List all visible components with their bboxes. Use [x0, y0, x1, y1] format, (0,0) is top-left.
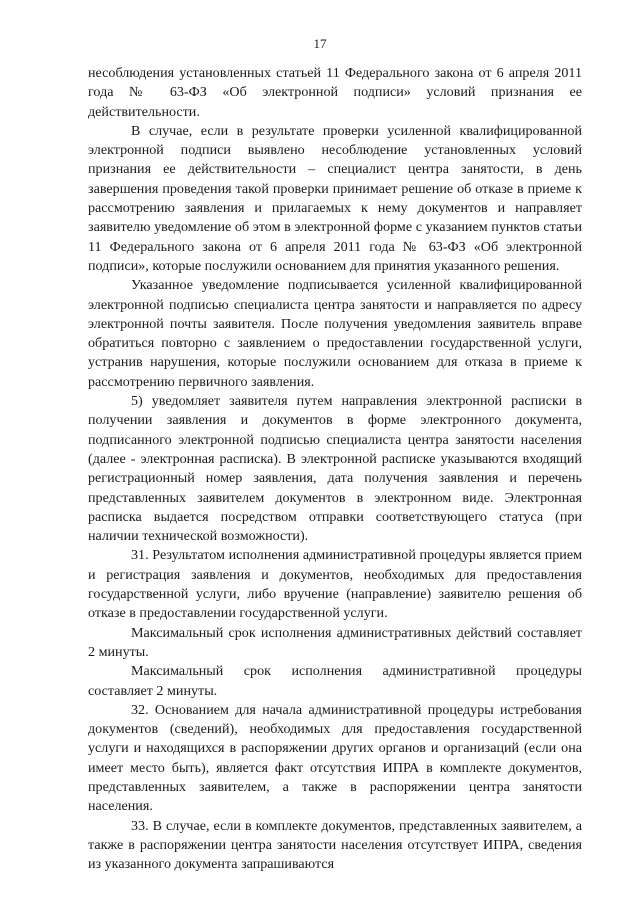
- paragraph-electronic-receipt: 5) уведомляет заявителя путем направления электронной расписки в получении заявления и документов в форме электронного документа, подписанного электронной подписью специалиста центра занятости населения (далее - электронная расписка). В электронной расписке указываются входящий регистрационный номер заявления, дата получения заявления и перечень представленных заявителем документов в электронном виде. Электронная расписка выдается посредством отправки соответствующего статуса (при наличии технической возможности).: [88, 393, 582, 545]
- paragraph-item-33: 33. В случае, если в комплекте документов, представленных заявителем, а также в распоряжении центра занятости населения отсутствует ИПРА, сведения из указанного документа запрашиваются: [88, 817, 582, 873]
- paragraph-notification-signing: Указанное уведомление подписывается усиленной квалифицированной электронной подписью специалиста центра занятости и направляется по адресу электронной почты заявителя. После получения уведомления заявитель вправе обратиться повторно с заявлением о предоставлении государственной услуги, устранив нарушения, которые послужили основанием для отказа в приеме к рассмотрению первичного заявления.: [88, 277, 582, 390]
- page-number: 17: [313, 36, 327, 51]
- paragraph-max-time-actions: Максимальный срок исполнения административных действий составляет 2 минуты.: [88, 624, 582, 660]
- document-body: [88, 64, 582, 874]
- paragraph-item-31: 31. Результатом исполнения административной процедуры является прием и регистрация заявления и документов, необходимых для предоставления государственной услуги, либо вручение (направление) заявителю решения об отказе в предоставлении государственной услуги.: [88, 547, 582, 622]
- paragraph-continuation: несоблюдения установленных статьей 11 Федерального закона от 6 апреля 2011 года № 63-ФЗ «Об электронной подписи» условий признания ее действительности.: [88, 65, 582, 120]
- paragraph-max-time-procedure: Максимальный срок исполнения административной процедуры составляет 2 минуты.: [88, 663, 582, 699]
- paragraph-signature-check-failure: В случае, если в результате проверки усиленной квалифицированной электронной подписи выявлено несоблюдение установленных условий признания ее действительности – специалист центра занятости, в день завершения проведения такой проверки принимает решение об отказе в приеме к рассмотрению заявления и прилагаемых к нему документов и направляет заявителю уведомление об этом в электронной форме с указанием пунктов статьи 11 Федерального закона от 6 апреля 2011 года № 63-ФЗ «Об электронной подписи», которые послужили основанием для принятия указанного решения.: [88, 122, 582, 274]
- paragraph-item-32: 32. Основанием для начала административной процедуры истребования документов (сведений), необходимых для предоставления государственной услуги и находящихся в распоряжении других органов и организаций (если она имеет место быть), является факт отсутствия ИПРА в комплекте документов, представленных заявителем, а также в распоряжении центра занятости населения.: [88, 701, 582, 815]
